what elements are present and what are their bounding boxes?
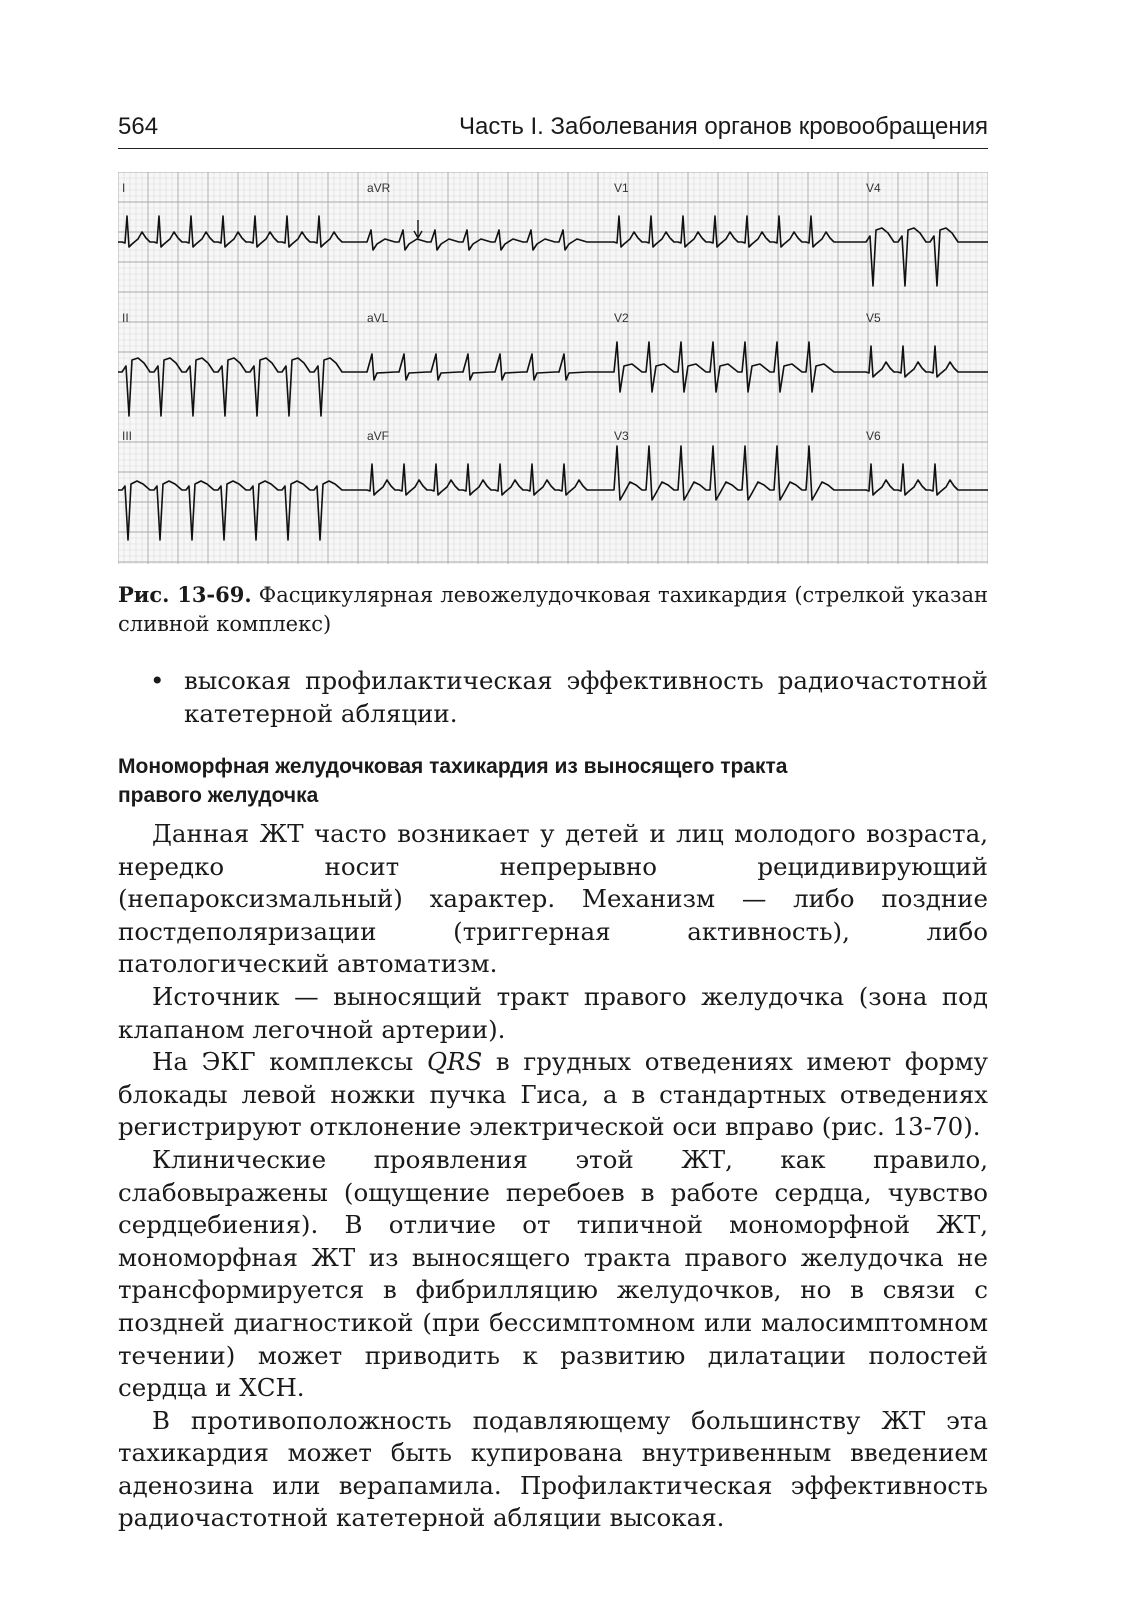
page-number: 564 xyxy=(118,113,159,140)
list-item xyxy=(150,664,988,730)
lead-label-v3: V3 xyxy=(614,429,629,443)
paragraph-3 xyxy=(118,1046,988,1144)
section-title: Часть I. Заболевания органов кровообращения xyxy=(458,113,988,140)
figure-label: Рис. 13-69. xyxy=(118,582,252,607)
lead-label-avf: aVF xyxy=(367,429,390,443)
bullet-text: высокая профилактическая эффективность радиочастотной катетерной абляции. xyxy=(184,666,988,728)
lead-label-iii: III xyxy=(122,429,133,443)
lead-label-ii: II xyxy=(122,311,129,325)
section-heading xyxy=(118,752,988,810)
lead-label-v4: V4 xyxy=(866,181,881,195)
paragraph-2: Источник — выносящий тракт правого желудочка (зона под клапаном легочной артерии). xyxy=(118,981,988,1044)
bullet-marker: • xyxy=(150,666,165,695)
figure-caption xyxy=(118,580,988,639)
section-heading-line-2: правого желудочка xyxy=(118,784,319,807)
lead-label-v5: V5 xyxy=(866,311,881,325)
paragraph-1: Данная ЖТ часто возникает у детей и лиц молодого возраста, нередко носит непрерывно рецидивирующий (непароксизмальный) характер. Механизм — либо поздние постдеполяризации (триггерная активность), либо патологический автоматизм. xyxy=(118,819,988,979)
lead-label-avr: aVR xyxy=(367,181,391,195)
paragraph-4: Клинические проявления этой ЖТ, как правило, слабовыражены (ощущение перебоев в работе сердца, чувство сердцебиения). В отличие от типичной мономорфной ЖТ, мономорфная ЖТ из выносящего тракта правого желудочка не трансформируется в фибрилляцию желудочков, но в связи с поздней диагностикой (при бессимптомном или малосимптомном течении) может приводить к развитию дилатации полостей сердца и ХСН. xyxy=(118,1144,988,1403)
ecg-figure xyxy=(118,172,988,564)
ecg-strip xyxy=(118,172,988,564)
lead-label-v2: V2 xyxy=(614,311,629,325)
lead-label-v6: V6 xyxy=(866,429,881,443)
figure-caption-text: Фасцикулярная левожелудочковая тахикардия (стрелкой указан сливной комплекс) xyxy=(118,583,988,636)
paragraph-3-end: в грудных отведениях имеют форму блокады левой ножки пучка Гиса, а в стандартных отведениях регистрируют отклонение электрической оси вправо (рис. 13-70). xyxy=(118,1047,988,1142)
lead-label-i: I xyxy=(122,181,126,195)
running-head xyxy=(118,108,988,149)
paragraph-3-start: На ЭКГ комплексы xyxy=(152,1047,427,1077)
qrs-term: QRS xyxy=(426,1047,483,1077)
lead-label-avl: aVL xyxy=(367,311,389,325)
paragraph-5: В противоположность подавляющему большинству ЖТ эта тахикардия может быть купирована внутривенным введением аденозина или верапамила. Профилактическая эффективность радиочастотной катетерной абляции высокая. xyxy=(118,1405,988,1533)
grid-background xyxy=(118,172,988,564)
lead-label-v1: V1 xyxy=(614,181,629,195)
body-text xyxy=(118,818,988,1535)
section-heading-line-1: Мономорфная желудочковая тахикардия из выносящего тракта xyxy=(118,755,788,778)
